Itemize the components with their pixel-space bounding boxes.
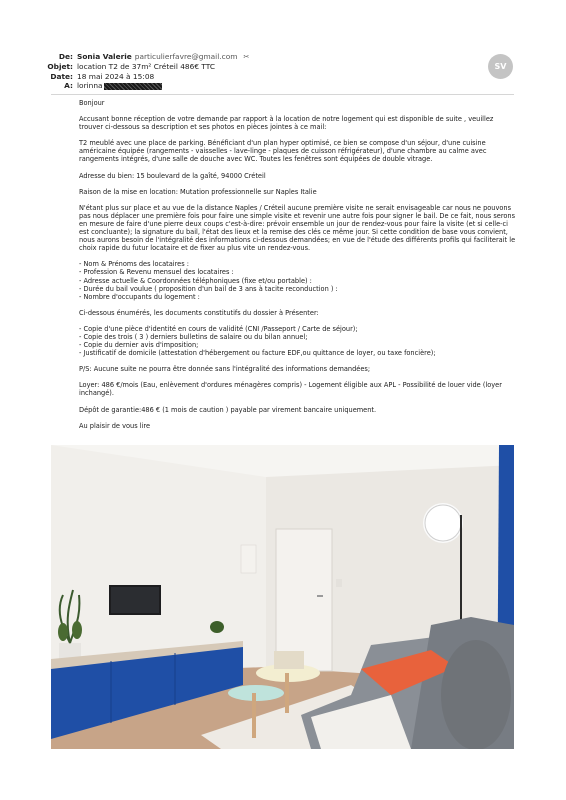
- header-divider: [51, 94, 514, 95]
- deposit-line: Dépôt de garantie:486 € (1 mois de caution ) payable par virement bancaire uniquement.: [79, 405, 377, 414]
- email-header: [0, 52, 520, 91]
- documents-list: - Copie d'une pièce d'identité en cours de validité (CNI /Passeport / Carte de séjour); - Copie des trois ( 3 ) derniers bulletins de salaire ou du bilan annuel; - Copie du dernier avis d'imposition; - Justificatif de domicile (attestation d'hébergement ou facture EDF,ou quittance de loyer, ou taxe foncière);: [79, 324, 436, 358]
- subject-label: Objet:: [47, 61, 73, 71]
- info-list: - Nom & Prénoms des locataires : - Profession & Revenu mensuel des locataires : - Adresse actuelle & Coordonnées téléphoniques (fixe et/ou portable) : - Durée du bail voulue ( proposition d'un bail de 3 ans à tacite reconduction ) : - Nombre d'occupants du logement :: [79, 260, 338, 301]
- ps-line: P/S: Aucune suite ne pourra être donnée sans l'intégralité des informations demandées;: [79, 365, 371, 374]
- rent-line: Loyer: 486 €/mois (Eau, enlèvement d'ordures ménagères compris) - Logement éligible aux APL - Possibilité de louer vide (loyer inchangé).: [79, 381, 502, 398]
- paperclip-icon: ✂: [243, 52, 250, 61]
- to-label: A:: [64, 81, 73, 91]
- living-room-image: [51, 445, 514, 749]
- greeting: Bonjour: [79, 99, 105, 107]
- from-row: [0, 52, 520, 62]
- sender-email[interactable]: particulierfavre@gmail.com: [134, 51, 238, 61]
- from-label: De:: [58, 52, 73, 61]
- date-text: 18 mai 2024 à 15:08: [77, 71, 155, 81]
- date-row: [0, 72, 520, 82]
- redacted-email: [104, 83, 162, 90]
- documents-intro: Ci-dessous énumérés, les documents constitutifs du dossier à Présenter:: [79, 308, 319, 317]
- closing-line: Au plaisir de vous lire: [79, 421, 151, 430]
- visit-paragraph: N'étant plus sur place et au vue de la distance Naples / Créteil aucune première visite ne serait envisageable car nous ne pouvons pas nous déplacer une première fois pour faire une simple visite et revenir une autre fois pour signer le bail. De ce fait, nous serons en mesure de faire d'une pierre deux coups c'est-à-dire: prévoir ensemble un jour de rendez-vous pour faire la visite (et si celle-ci est concluante); la signature du bail, l'état des lieux et la remise des clés ce même jour. Si cette condition de base vous convient, nous aurons besoin de l'intégralité des informations ci-dessous demandées; en vue de l'étude des différents profils qui faciliterait le choix rapide du futur locataire et de fixer au plus vite un rendez-vous.: [79, 203, 516, 253]
- intro-paragraph: Accusant bonne réception de votre demande par rapport à la location de notre logement qui est disponible de suite , veuillez trouver ci-dessous sa description et ses photos en pièces jointes à ce mail:: [79, 115, 494, 132]
- recipient-name[interactable]: lorinna: [77, 81, 103, 91]
- email-body: [79, 99, 519, 438]
- reason-line: Raison de la mise en location: Mutation professionnelle sur Naples Italie: [79, 187, 317, 196]
- subject-row: [0, 62, 520, 72]
- subject-text: location T2 de 37m² Créteil 486€ TTC: [77, 61, 216, 71]
- to-row: [0, 81, 520, 91]
- sender-name[interactable]: Sonia Valerie: [77, 51, 132, 61]
- avatar: SV: [488, 54, 513, 79]
- apartment-photo: [51, 445, 514, 749]
- address-line: Adresse du bien: 15 boulevard de la gaîté, 94000 Créteil: [79, 171, 266, 180]
- description-paragraph: T2 meublé avec une place de parking. Bénéficiant d'un plan hyper optimisé, ce bien se compose d'un séjour, d'une cuisine américaine équipée (rangements - vaisselles - lave-linge - plaques de cuisson réfrigérateur), d'une chambre au calme avec rangements intégrés, d'une salle de douche avec WC. Toutes les fenêtres sont équipées de double vitrage.: [79, 139, 487, 164]
- date-label: Date:: [50, 71, 73, 81]
